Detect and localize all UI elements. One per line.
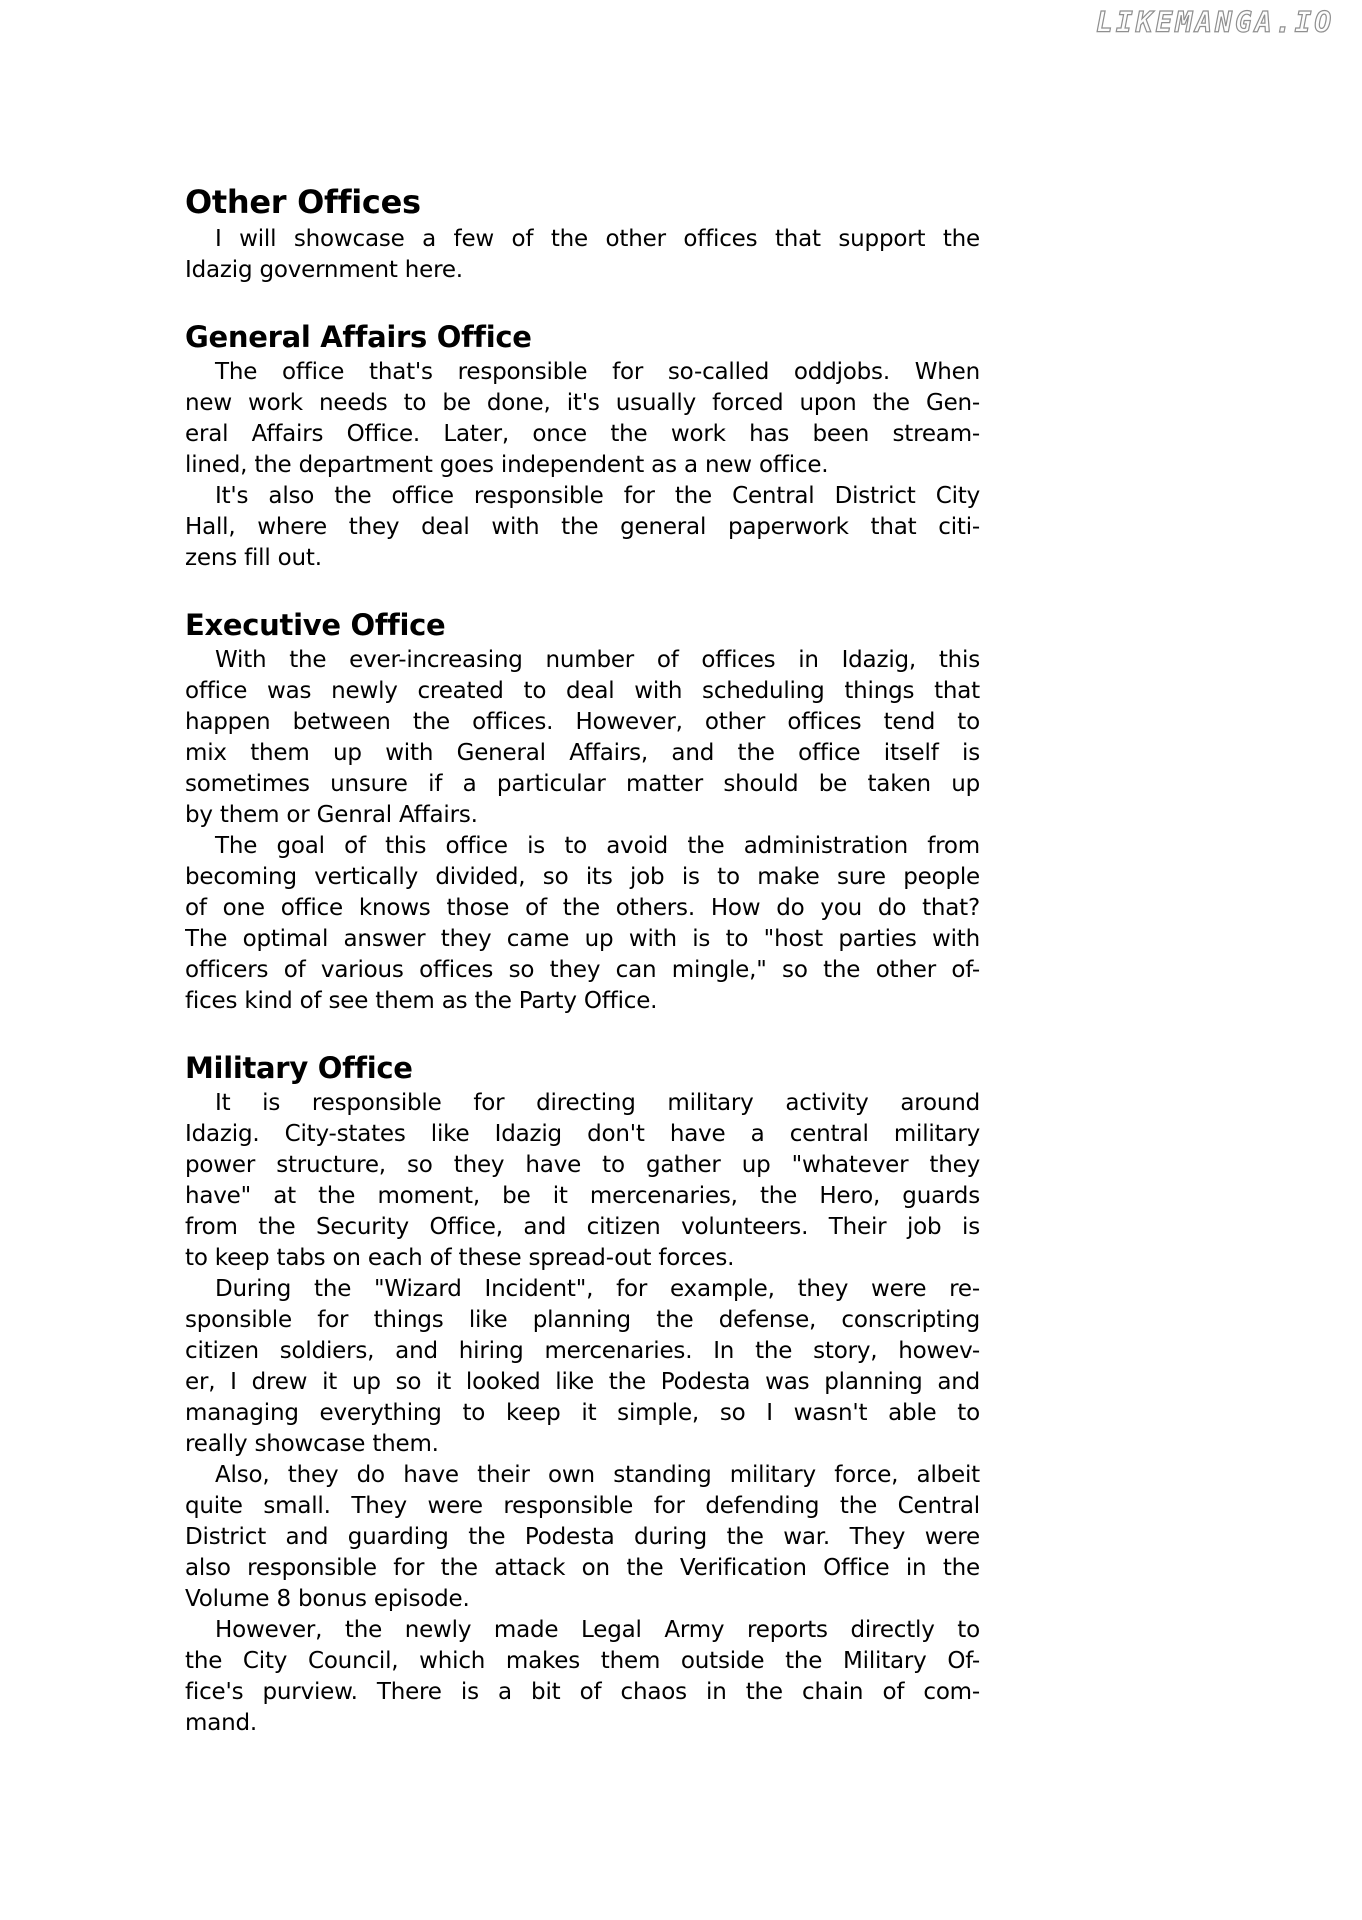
section-heading: Military Office — [185, 1051, 413, 1085]
paragraph — [185, 357, 980, 481]
paragraph — [185, 1274, 980, 1460]
text-line: from the Security Office, and citizen volunteers. Their job is — [185, 1214, 980, 1240]
paragraph — [185, 1615, 980, 1739]
text-line: fices kind of see them as the Party Office. — [185, 988, 658, 1014]
paragraph — [185, 1460, 980, 1615]
text-line: I will showcase a few of the other offices that support the — [215, 226, 980, 252]
text-line: mix them up with General Affairs, and the office itself is — [185, 740, 980, 766]
paragraph — [185, 831, 980, 1017]
paragraph — [185, 481, 980, 574]
text-line: During the "Wizard Incident", for example, they were re- — [215, 1276, 980, 1302]
text-line: new work needs to be done, it's usually forced upon the Gen- — [185, 390, 980, 416]
text-line: also responsible for the attack on the Verification Office in the — [185, 1555, 980, 1581]
text-line: happen between the offices. However, other offices tend to — [185, 709, 980, 735]
text-line: fice's purview. There is a bit of chaos in the chain of com- — [185, 1679, 980, 1705]
text-line: have" at the moment, be it mercenaries, the Hero, guards — [185, 1183, 980, 1209]
text-line: er, I drew it up so it looked like the Podesta was planning and — [185, 1369, 980, 1395]
text-line: Idazig. City-states like Idazig don't have a central military — [185, 1121, 980, 1147]
paragraph — [185, 1088, 980, 1274]
text-line: With the ever-increasing number of offices in Idazig, this — [215, 647, 980, 673]
text-line: really showcase them. — [185, 1431, 439, 1457]
text-line: to keep tabs on each of these spread-out forces. — [185, 1245, 735, 1271]
office-section — [185, 607, 980, 1017]
text-line: power structure, so they have to gather up "whatever they — [185, 1152, 980, 1178]
text-line: District and guarding the Podesta during the war. They were — [185, 1524, 980, 1550]
text-line: sponsible for things like planning the defense, conscripting — [185, 1307, 980, 1333]
intro-paragraph — [185, 224, 980, 286]
office-section — [185, 319, 980, 574]
text-line: office was newly created to deal with scheduling things that — [185, 678, 980, 704]
paragraph — [185, 224, 980, 286]
text-line: by them or Genral Affairs. — [185, 802, 478, 828]
site-watermark: LIKEMANGA.IO — [1096, 6, 1335, 39]
text-line: The optimal answer they came up with is to "host parties with — [185, 926, 980, 952]
text-line: Volume 8 bonus episode. — [185, 1586, 470, 1612]
text-line: quite small. They were responsible for defending the Central — [185, 1493, 980, 1519]
text-line: Idazig government here. — [185, 257, 463, 283]
paragraph — [185, 645, 980, 831]
text-line: lined, the department goes independent as a new office. — [185, 452, 829, 478]
text-content — [185, 183, 980, 1739]
text-line: mand. — [185, 1710, 257, 1736]
text-line: sometimes unsure if a particular matter should be taken up — [185, 771, 980, 797]
text-line: officers of various offices so they can mingle," so the other of- — [185, 957, 980, 983]
section-heading: Executive Office — [185, 608, 446, 642]
office-sections — [185, 319, 980, 1739]
text-line: The office that's responsible for so-called oddjobs. When — [215, 359, 980, 385]
text-line: eral Affairs Office. Later, once the work has been stream- — [185, 421, 980, 447]
text-line: zens fill out. — [185, 545, 322, 571]
text-line: of one office knows those of the others. How do you do that? — [185, 895, 980, 921]
text-line: managing everything to keep it simple, so I wasn't able to — [185, 1400, 980, 1426]
text-line: the City Council, which makes them outside the Military Of- — [185, 1648, 980, 1674]
office-section — [185, 1050, 980, 1739]
text-line: It is responsible for directing military activity around — [215, 1090, 980, 1116]
text-line: becoming vertically divided, so its job is to make sure people — [185, 864, 980, 890]
text-line: citizen soldiers, and hiring mercenaries. In the story, howev- — [185, 1338, 980, 1364]
text-line: It's also the office responsible for the Central District City — [215, 483, 980, 509]
text-line: The goal of this office is to avoid the administration from — [215, 833, 980, 859]
text-line: Also, they do have their own standing military force, albeit — [215, 1462, 980, 1488]
text-line: Hall, where they deal with the general paperwork that citi- — [185, 514, 980, 540]
page-title: Other Offices — [185, 183, 421, 221]
section-heading: General Affairs Office — [185, 320, 532, 354]
text-line: However, the newly made Legal Army reports directly to — [215, 1617, 980, 1643]
